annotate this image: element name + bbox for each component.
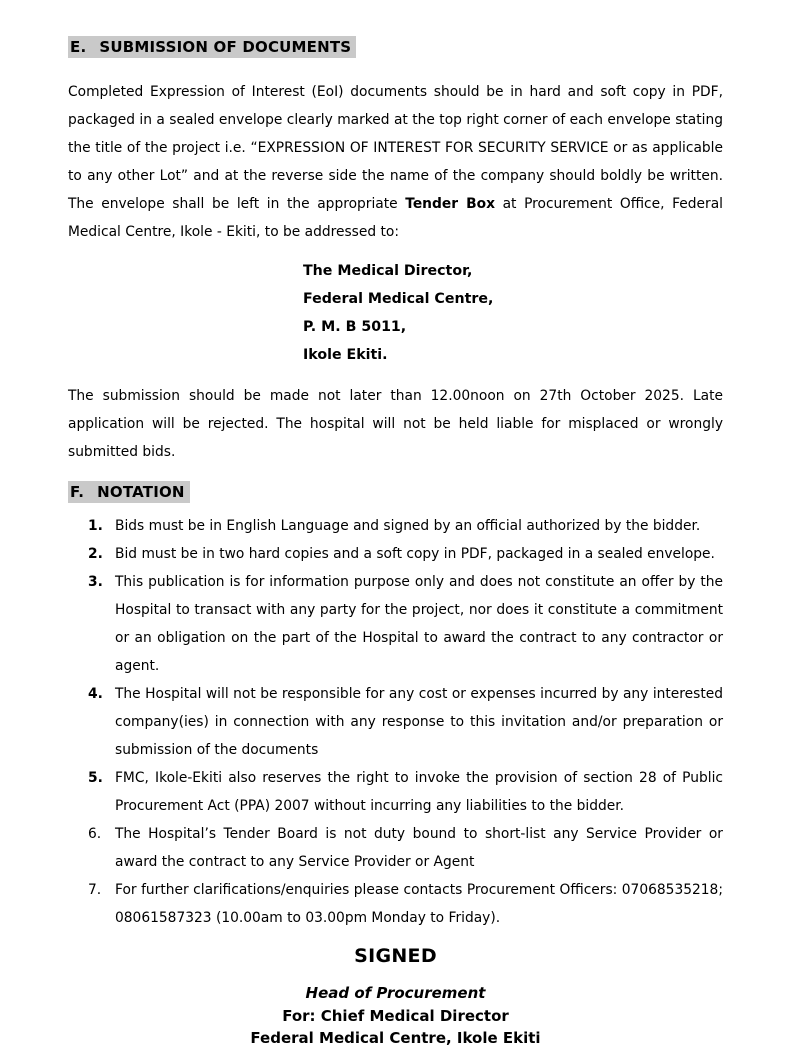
deadline-paragraph: The submission should be made not later than 12.00noon on 27th October 2025. Late application will be rejected. The hospital will not be held liable for misplaced or wrongly submitted bids. (68, 388, 723, 460)
signed-heading: SIGNED (354, 945, 437, 967)
list-item (68, 512, 723, 540)
section-f-title: NOTATION (97, 483, 185, 501)
list-item (68, 540, 723, 568)
list-item-text: For further clarifications/enquiries please contacts Procurement Officers: 07068535218; 08061587323 (10.00am to 03.00pm Monday to Friday). (115, 882, 723, 926)
signature-for-line: For: Chief Medical Director (282, 1006, 509, 1025)
address-line: Ikole Ekiti. (303, 347, 388, 363)
list-item-text: The Hospital will not be responsible for any cost or expenses incurred by any interested company(ies) in connection with any response to this invitation and/or preparation or submission of the documents (115, 686, 723, 758)
list-item (68, 680, 723, 764)
address-line: The Medical Director, (303, 263, 473, 279)
list-item-number: 7. (88, 882, 102, 898)
list-item-text: Bids must be in English Language and signed by an official authorized by the bidder. (115, 518, 701, 534)
signature-block (68, 982, 723, 1050)
list-item-text: This publication is for information purpose only and does not constitute an offer by the Hospital to transact with any party for the project, nor does it constitute a commitment or an obligation on the part of the Hospital to award the contract to any contractor or agent. (115, 574, 723, 674)
list-item-number: 3. (88, 574, 103, 590)
list-item (68, 820, 723, 876)
list-item-number: 4. (88, 686, 103, 702)
address-line: Federal Medical Centre, (303, 291, 494, 307)
list-item-text: FMC, Ikole-Ekiti also reserves the right to invoke the provision of section 28 of Public Procurement Act (PPA) 2007 without incurring any liabilities to the bidder. (115, 770, 723, 814)
signature-org-line: Federal Medical Centre, Ikole Ekiti (250, 1029, 541, 1047)
tender-box-bold-text: Tender Box (405, 196, 495, 212)
submission-paragraph-text-2: at Procurement Office, Federal Medical Centre, Ikole - Ekiti, to be addressed to: (68, 196, 723, 240)
list-item (68, 764, 723, 820)
notation-list (68, 512, 723, 932)
section-e-letter: E. (70, 38, 87, 56)
list-item-number: 6. (88, 826, 102, 842)
section-e-heading (68, 36, 723, 58)
list-item-text: Bid must be in two hard copies and a soft copy in PDF, packaged in a sealed envelope. (115, 546, 715, 562)
submission-paragraph (68, 78, 723, 246)
submission-paragraph-text-1: Completed Expression of Interest (EoI) documents should be in hard and soft copy in PDF, packaged in a sealed envelope clearly marked at the top right corner of each envelope stating the title of the project i.e. “EXPRESSION OF INTEREST FOR SECURITY SERVICE or as applicable to any other Lot” and at the reverse side the name of the company should boldly be written. The envelope shall be left in the appropriate (68, 84, 723, 212)
list-item-number: 1. (88, 518, 103, 534)
address-block (303, 257, 723, 369)
list-item-text: The Hospital’s Tender Board is not duty bound to short-list any Service Provider or award the contract to any Service Provider or Agent (115, 826, 723, 870)
list-item-number: 2. (88, 546, 103, 562)
list-item-number: 5. (88, 770, 103, 786)
section-f-heading (68, 481, 723, 503)
list-item (68, 568, 723, 680)
list-item (68, 876, 723, 932)
section-e-title: SUBMISSION OF DOCUMENTS (99, 38, 352, 56)
section-f-heading-highlight (68, 481, 190, 503)
section-e-heading-highlight (68, 36, 356, 58)
signature-role: Head of Procurement (305, 984, 486, 1002)
address-line: P. M. B 5011, (303, 319, 407, 335)
section-f-letter: F. (70, 483, 85, 501)
